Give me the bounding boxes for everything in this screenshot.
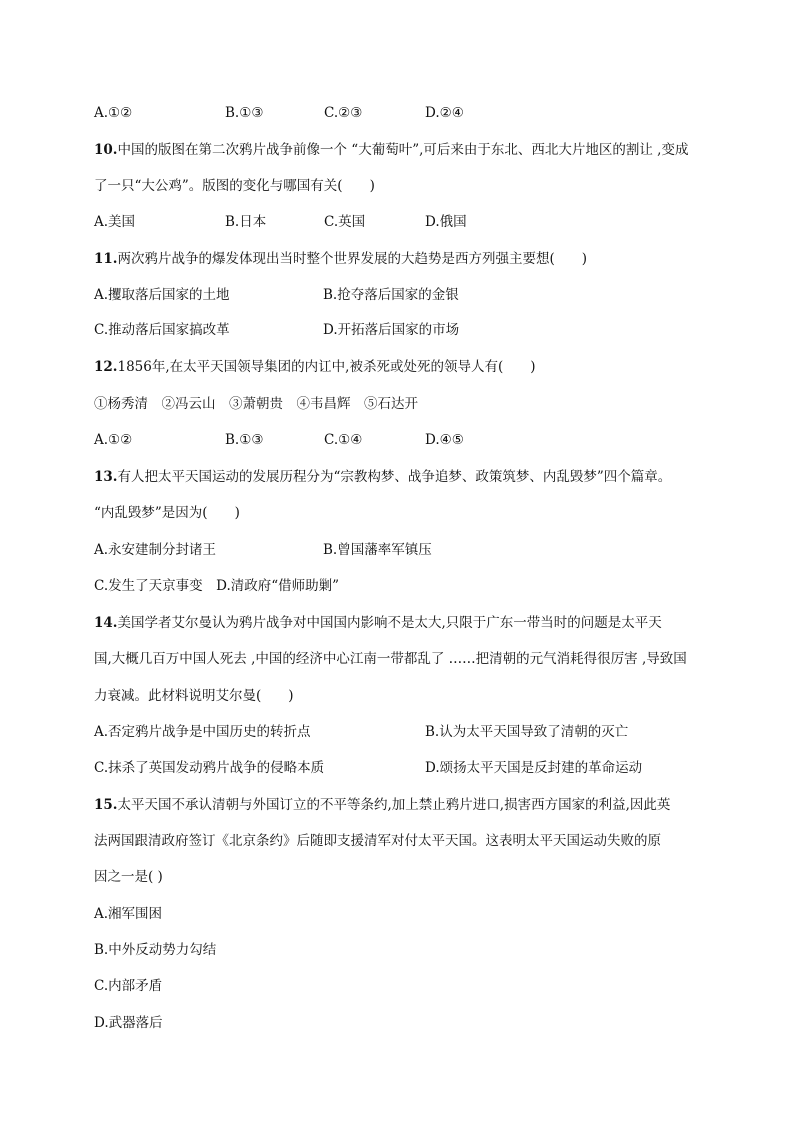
q11-number: 11. xyxy=(94,251,118,267)
q10-option-a: A.美国 xyxy=(94,214,136,230)
q12-number: 12. xyxy=(94,359,118,375)
q11-stem xyxy=(94,249,587,269)
q10-option-d: D.俄国 xyxy=(425,214,467,230)
q15-stem-text-1: 太平天国不承认清朝与外国订立的不平等条约,加上禁止鸦片进口,损害西方国家的利益,因此英 xyxy=(117,797,671,813)
q11-option-b: B.抢夺落后国家的金银 xyxy=(323,287,459,303)
q13-option-b: B.曾国藩率军镇压 xyxy=(323,542,432,558)
q11-option-d: D.开拓落后国家的市场 xyxy=(323,322,460,338)
q12-items: ①杨秀清 ②冯云山 ③萧朝贵 ④韦昌辉 ⑤石达开 xyxy=(94,396,418,412)
q12-option-d: D.④⑤ xyxy=(425,432,464,448)
q10-option-b: B.日本 xyxy=(225,214,267,230)
q14-option-a: A.否定鸦片战争是中国历史的转折点 xyxy=(94,724,311,740)
q14-option-b: B.认为太平天国导致了清朝的灭亡 xyxy=(425,724,629,740)
q15-option-a: A.湘军围困 xyxy=(94,906,163,922)
q14-stem-line2: 国,大概几百万中国人死去 ,中国的经济中心江南一带都乱了 ……把清朝的元气消耗得很厉害 ,导致国 xyxy=(94,651,687,667)
q12-stem xyxy=(94,357,535,377)
q13-option-cd: C.发生了天京事变 D.清政府“借师助剿” xyxy=(94,578,340,594)
q15-option-d: D.武器落后 xyxy=(94,1015,163,1031)
q12-option-b: B.①③ xyxy=(225,432,264,448)
q10-option-c: C.英国 xyxy=(324,214,366,230)
q14-stem-line3: 力衰减。此材料说明艾尔曼( ) xyxy=(94,688,294,704)
q15-stem-line3: 因之一是( ) xyxy=(94,869,163,885)
q13-stem-line1 xyxy=(94,467,671,487)
q14-stem-line1 xyxy=(94,613,662,633)
q14-stem-text-1: 美国学者艾尔曼认为鸦片战争对中国国内影响不是太大,只限于广东一带当时的问题是太平天 xyxy=(117,615,662,631)
q15-option-b: B.中外反动势力勾结 xyxy=(94,942,217,958)
q15-number: 15. xyxy=(94,797,118,813)
q12-stem-text: 1856年,在太平天国领导集团的内讧中,被杀死或处死的领导人有( ) xyxy=(117,359,536,375)
q11-option-c: C.推动落后国家搞改革 xyxy=(94,322,230,338)
q14-option-d: D.颂扬太平天国是反封建的革命运动 xyxy=(425,760,643,776)
q10-stem-line2: 了一只“大公鸡”。版图的变化与哪国有关( ) xyxy=(94,178,375,194)
q14-number: 14. xyxy=(94,615,118,631)
q13-number: 13. xyxy=(94,469,118,485)
q13-option-a: A.永安建制分封诸王 xyxy=(94,542,217,558)
q13-stem-text-1: 有人把太平天国运动的发展历程分为“宗教构梦、战争追梦、政策筑梦、内乱毁梦”四个篇章。 xyxy=(117,469,672,485)
q12-option-a: A.①② xyxy=(94,432,133,448)
q15-stem-line1 xyxy=(94,795,670,815)
q9-option-b: B.①③ xyxy=(225,105,264,121)
q10-stem-text-1: 中国的版图在第二次鸦片战争前像一个 “大葡萄叶”,可后来由于东北、西北大片地区的割让 ,变成 xyxy=(117,142,689,158)
q9-option-a: A.①② xyxy=(94,105,133,121)
q12-option-c: C.①④ xyxy=(324,432,363,448)
q13-stem-line2: “内乱毁梦”是因为( ) xyxy=(94,505,240,521)
q10-number: 10. xyxy=(94,142,118,158)
q9-option-c: C.②③ xyxy=(324,105,363,121)
q10-stem-line1 xyxy=(94,140,688,160)
q11-option-a: A.攫取落后国家的土地 xyxy=(94,287,230,303)
q11-stem-text: 两次鸦片战争的爆发体现出当时整个世界发展的大趋势是西方列强主要想( ) xyxy=(117,251,588,267)
q9-option-d: D.②④ xyxy=(425,105,464,121)
q14-option-c: C.抹杀了英国发动鸦片战争的侵略本质 xyxy=(94,760,325,776)
q15-stem-line2: 法两国跟清政府签订《北京条约》后随即支援清军对付太平天国。这表明太平天国运动失败的原 xyxy=(94,833,661,849)
q15-option-c: C.内部矛盾 xyxy=(94,978,163,994)
